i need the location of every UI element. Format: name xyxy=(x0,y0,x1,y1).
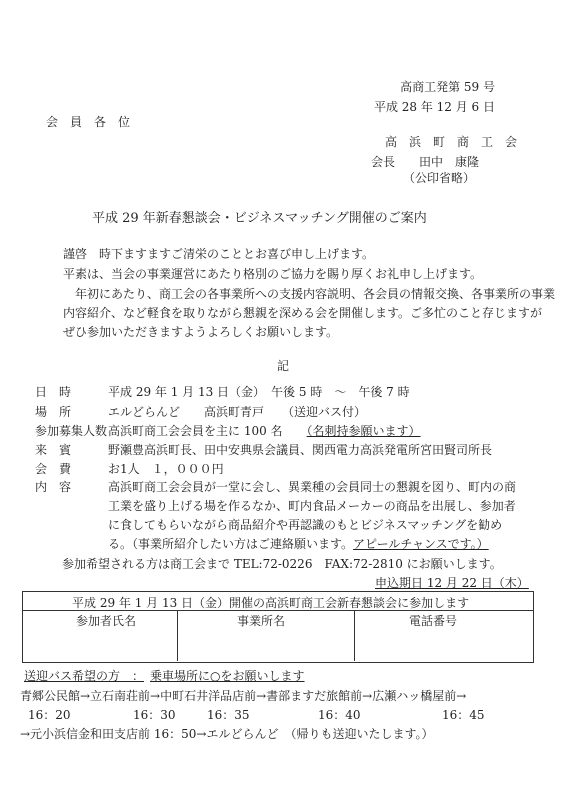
detail-value-venue: エルどらんど 高浜町青戸 （送迎バス付） xyxy=(108,405,367,419)
business-name-field[interactable] xyxy=(179,628,352,659)
detail-label-capacity: 参加募集人数 xyxy=(35,424,108,438)
document-title: 平成 29 年新春懇談会・ビジネスマッチング開催のご案内 xyxy=(92,211,427,226)
bus-route-line-1: 青郷公民館→立石南荘前→中町石井洋品店前→書部ますだ旅館前→広瀬ハッ橋屋前→ xyxy=(20,689,467,703)
bus-time-1[interactable]: 16：20 xyxy=(28,708,71,722)
body-line-4: 内容紹介、など軽食を取りながら懇親を深める会を開催します。ご多忙のこと存じますが xyxy=(63,306,543,320)
body-line-1: 謹啓 時下ますますご清栄のこととお喜び申し上げます。 xyxy=(63,247,375,261)
bus-time-2[interactable]: 16：30 xyxy=(133,708,176,722)
organization-name: 高 浜 町 商 工 会 xyxy=(385,135,518,149)
ki-heading: 記 xyxy=(277,359,290,373)
content-line-2: 工業を盛り上げる場を作るなか、町内食品メーカーの商品を出展し、参加者 xyxy=(108,499,516,513)
addressee: 会 員 各 位 xyxy=(46,115,131,129)
capacity-text: 高浜町商工会会員を主に 100 名 xyxy=(108,424,307,438)
detail-label-fee: 会 費 xyxy=(35,462,72,476)
issue-date: 平成 28 年 12 月 6 日 xyxy=(373,100,495,114)
participant-name-field[interactable] xyxy=(24,628,175,659)
detail-value-guests: 野瀬豊高浜町長、田中安典県会議員、関西電力高浜発電所宮田賢司所長 xyxy=(108,443,493,457)
form-col-phone: 電話番号 xyxy=(409,614,458,628)
detail-value-fee: お1人 １，０００円 xyxy=(108,462,224,476)
form-column-divider-2 xyxy=(354,610,355,661)
appeal-chance-note: アピールチャンスです。） xyxy=(353,537,489,551)
detail-label-content: 内 容 xyxy=(35,480,72,494)
form-column-divider-1 xyxy=(177,610,178,661)
bus-route-line-2[interactable]: →元小浜信金和田支店前 16：50→エルどらんど （帰りも送迎いたします。） xyxy=(20,727,434,741)
president-name: 会長 田中 康隆 xyxy=(371,155,480,169)
content-line-4a: る。（事業所紹介したい方はご連絡願います。 xyxy=(108,537,354,551)
form-heading: 平成 29 年 1 月 13 日（金）開催の高浜町商工会新春懇談会に参加します xyxy=(72,596,470,610)
seal-omitted: （公印省略） xyxy=(403,171,476,185)
body-line-2: 平素は、当会の事業運営にあたり格別のご協力を賜り厚くお礼申し上げます。 xyxy=(63,267,483,281)
bus-heading-label: 送迎バス希望の方 ： xyxy=(24,669,145,683)
detail-value-content: 高浜町商工会会員が一堂に会し、異業種の会員同士の懇親を図り、町内の商 xyxy=(108,480,517,494)
bus-heading xyxy=(24,667,305,684)
bus-time-5[interactable]: 16：45 xyxy=(442,708,485,722)
detail-label-datetime: 日 時 xyxy=(35,385,72,399)
body-line-3: 年初にあたり、商工会の各事業所への支援内容説明、各会員の情報交換、各事業所の事業 xyxy=(75,287,556,301)
contact-info: 参加希望される方は商工会まで TEL:72-0226 FAX:72-2810 にお願いします。 xyxy=(62,557,502,571)
form-col-participant-name: 参加者氏名 xyxy=(76,614,137,628)
bus-heading-instruction: 乗車場所に○をお願いします xyxy=(150,669,305,683)
detail-value-capacity xyxy=(108,422,421,439)
bus-time-3[interactable]: 16：35 xyxy=(207,708,250,722)
detail-label-venue: 場 所 xyxy=(35,405,72,419)
deadline: 申込期日 12 月 22 日（木） xyxy=(375,576,529,590)
content-line-4 xyxy=(108,535,489,552)
form-divider xyxy=(22,610,533,611)
bus-time-4[interactable]: 16：40 xyxy=(318,708,361,722)
form-col-business-name: 事業所名 xyxy=(237,614,286,628)
detail-value-datetime: 平成 29 年 1 月 13 日（金） 午後 5 時 ～ 午後 7 時 xyxy=(108,385,410,399)
phone-number-field[interactable] xyxy=(356,628,531,659)
doc-number: 高商工発第 59 号 xyxy=(400,80,495,94)
content-line-3: に食してもらいながら商品紹介や再認識のもとビジネスマッチングを勧め xyxy=(108,518,503,532)
business-card-note: （名刺持参願います） xyxy=(306,424,421,438)
body-line-5: ぜひ参加いただきますようよろしくお願いします。 xyxy=(63,325,339,339)
detail-label-guests: 来 賓 xyxy=(35,443,72,457)
